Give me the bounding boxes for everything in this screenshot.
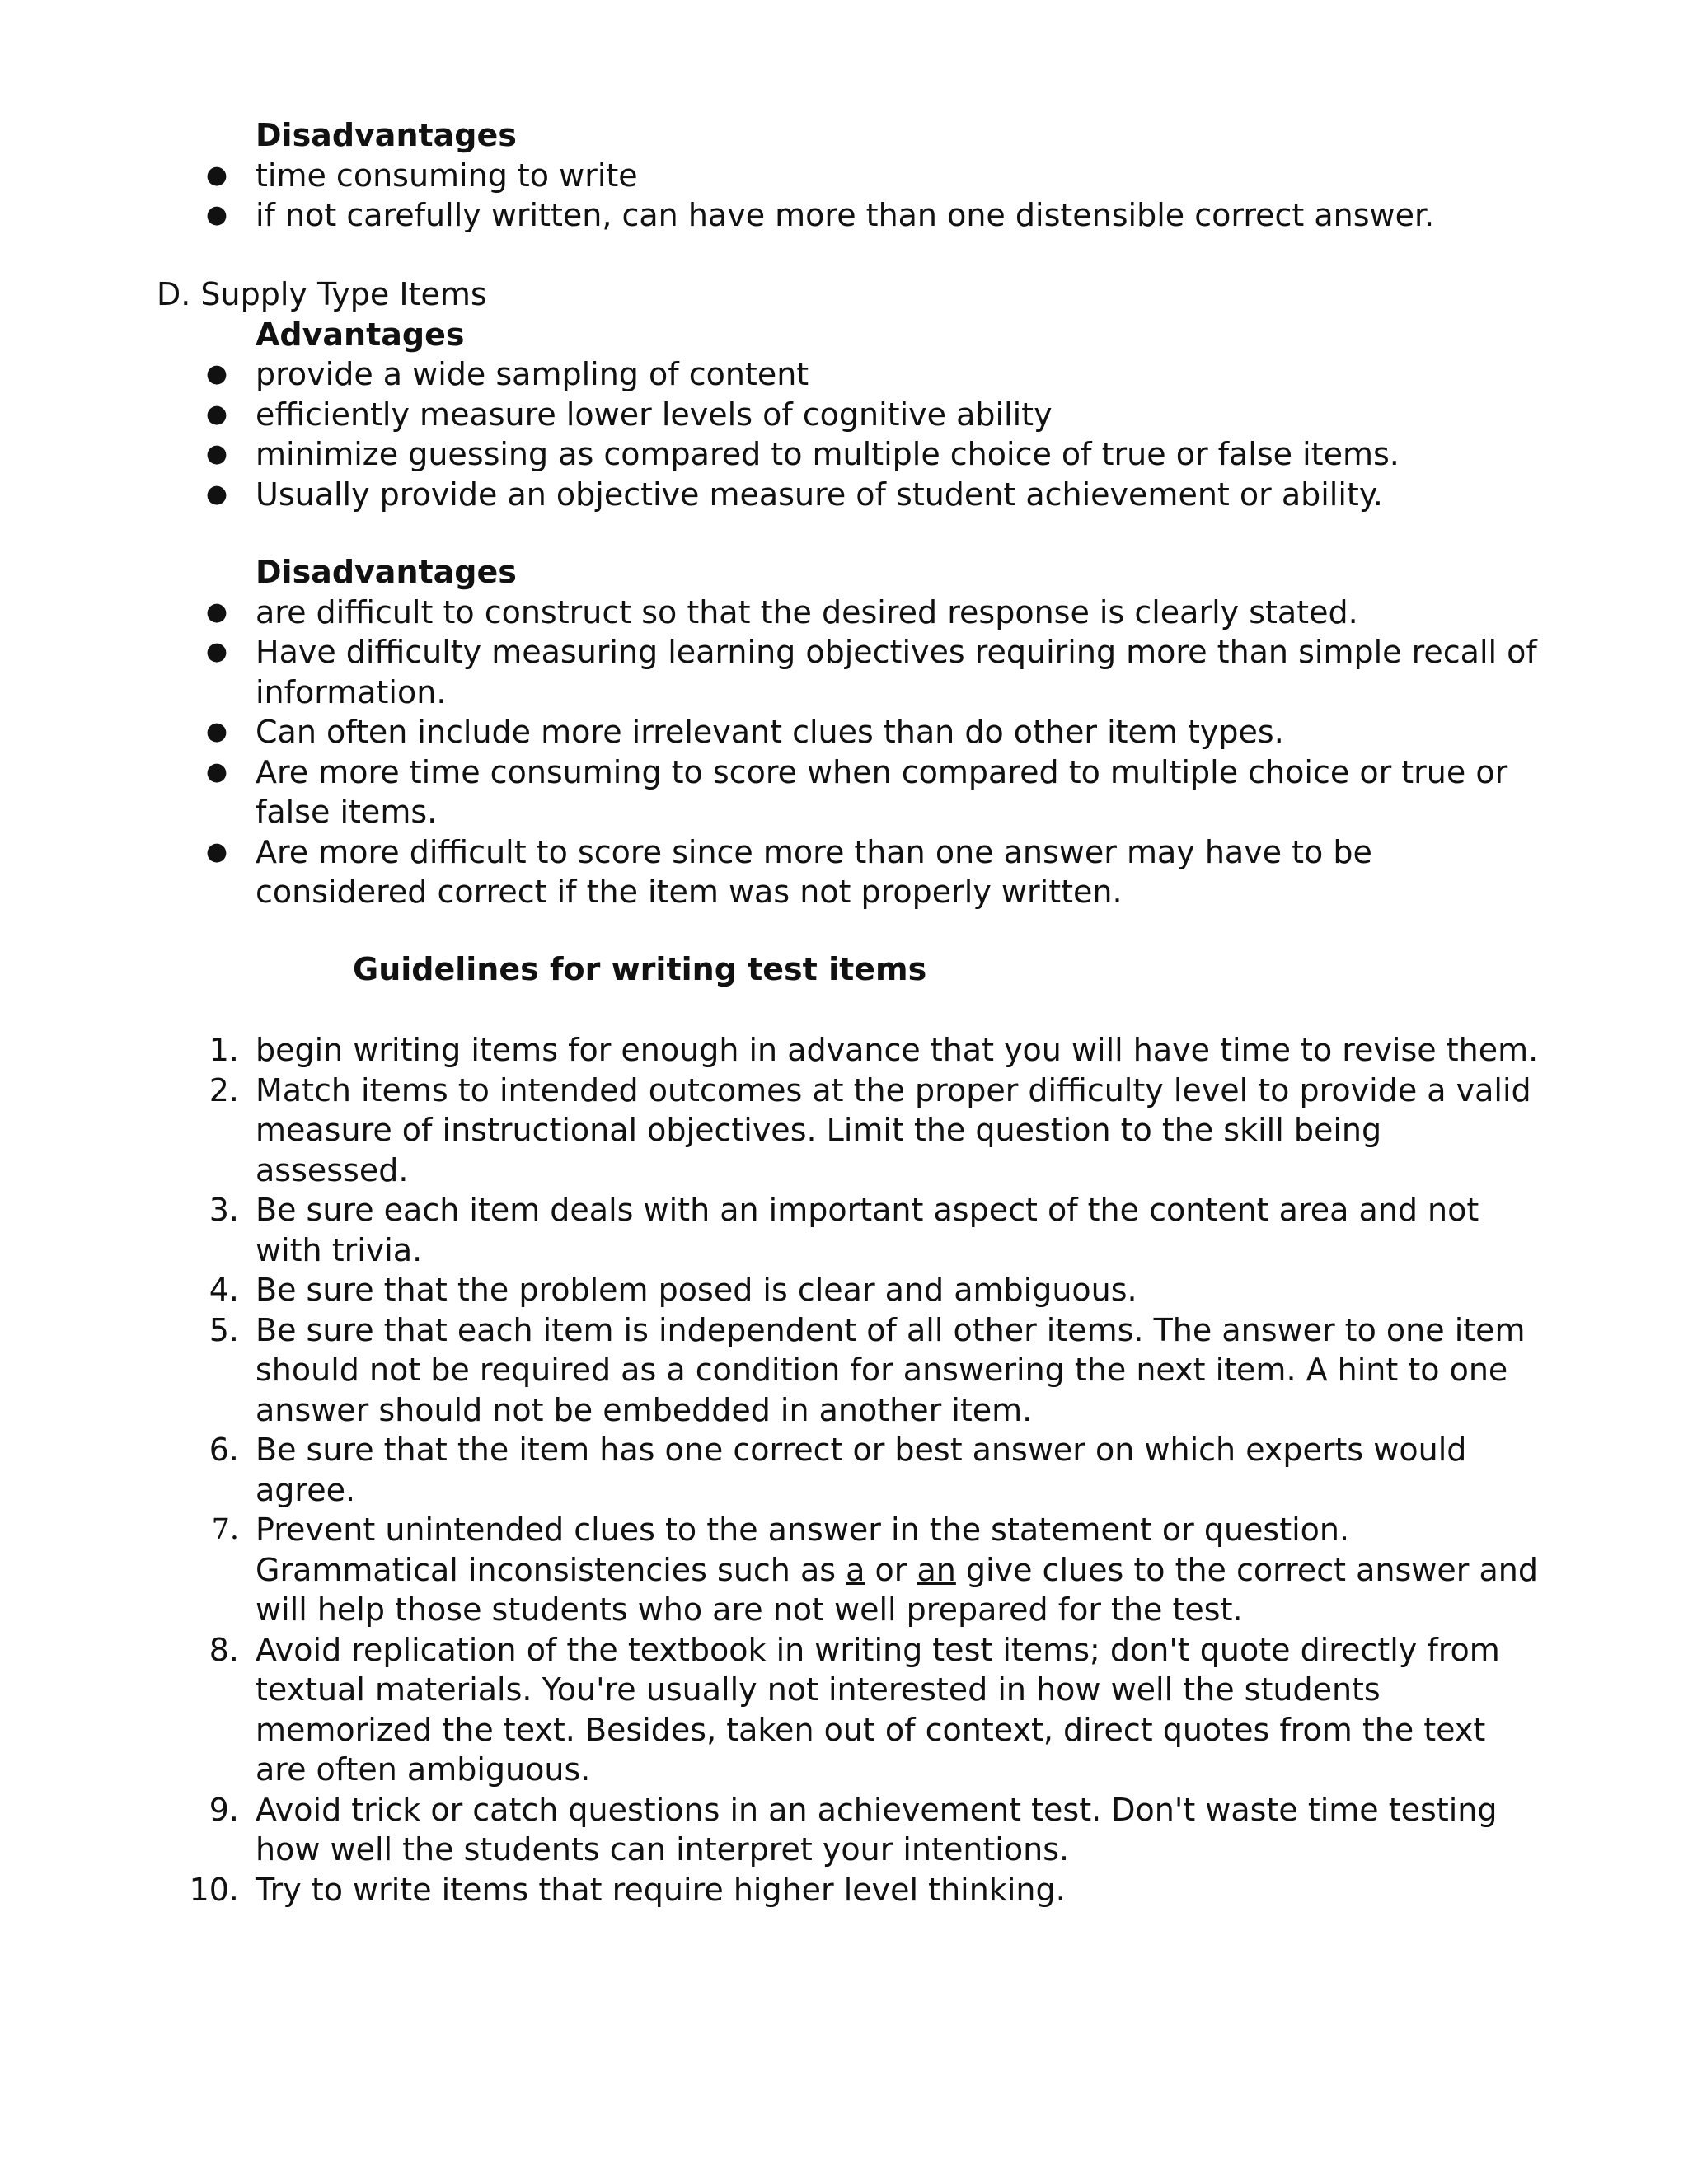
underlined-word-an: an bbox=[917, 1551, 956, 1588]
list-item: 9. Avoid trick or catch questions in an achievement test. Don't waste time testing how well the students can interpret your intentions. bbox=[0, 1790, 1688, 1870]
list-item: 3. Be sure each item deals with an important aspect of the content area and not with trivia. bbox=[0, 1190, 1688, 1270]
list-item: ● Can often include more irrelevant clues than do other item types. bbox=[0, 712, 1688, 752]
list-number: 10. bbox=[189, 1871, 239, 1908]
section-d-title: D. Supply Type Items bbox=[157, 276, 487, 312]
disadvantages-heading: Disadvantages bbox=[256, 117, 517, 153]
list-item: ● provide a wide sampling of content bbox=[0, 354, 1688, 395]
list-number: 6. bbox=[209, 1432, 239, 1468]
underlined-word-a: a bbox=[846, 1551, 865, 1588]
list-item: 7. Prevent unintended clues to the answer in the statement or question. Grammatical inconsistencies such as a or an give clues to the correct answer and will help those students who are not well prepared for the test. bbox=[0, 1510, 1688, 1630]
section-d-disadvantages bbox=[0, 552, 1688, 912]
bullet-icon: ● bbox=[205, 200, 228, 229]
list-item: ● Have difficulty measuring learning objectives requiring more than simple recall of information. bbox=[205, 634, 1537, 710]
bullet-icon: ● bbox=[205, 597, 228, 626]
disadvantages-list bbox=[0, 593, 1688, 912]
list-item: 10. Try to write items that require higher level thinking. bbox=[0, 1870, 1688, 1910]
list-item: ● Are more difficult to score since more than one answer may have to be considered correct if the item was not properly written. bbox=[205, 833, 1372, 910]
bullet-icon: ● bbox=[205, 439, 228, 468]
advantages-list bbox=[0, 354, 1688, 514]
bullet-icon: ● bbox=[205, 160, 228, 190]
list-item: ● minimize guessing as compared to multiple choice of true or false items. bbox=[0, 434, 1688, 475]
top-disadvantages-section bbox=[0, 115, 1688, 236]
list-item: 4. Be sure that the problem posed is clear and ambiguous. bbox=[0, 1270, 1688, 1310]
list-number: 2. bbox=[209, 1071, 239, 1108]
list-number: 5. bbox=[209, 1311, 239, 1348]
advantages-heading: Advantages bbox=[256, 316, 465, 353]
list-item: 6. Be sure that the item has one correct or best answer on which experts would agree. bbox=[0, 1430, 1688, 1510]
disadvantages-heading: Disadvantages bbox=[256, 554, 517, 590]
list-item: 5. Be sure that each item is independent of all other items. The answer to one item should not be required as a condition for answering the next item. A hint to one answer should not be embedded in another item. bbox=[0, 1310, 1688, 1431]
list-number: 4. bbox=[209, 1272, 239, 1308]
section-d bbox=[0, 274, 1688, 514]
bullet-icon: ● bbox=[205, 637, 228, 666]
guidelines-section bbox=[0, 1030, 1688, 1910]
list-number: 9. bbox=[209, 1791, 239, 1828]
list-item: 1. begin writing items for enough in advance that you will have time to revise them. bbox=[0, 1030, 1688, 1071]
bullet-icon: ● bbox=[205, 837, 228, 866]
list-item: ● time consuming to write bbox=[0, 156, 1688, 196]
list-item: 2. Match items to intended outcomes at the proper difficulty level to provide a valid measure of instructional objectives. Limit the question to the skill being assessed. bbox=[0, 1071, 1688, 1191]
list-number: 3. bbox=[209, 1192, 239, 1228]
guidelines-list bbox=[0, 1030, 1688, 1910]
bullet-icon: ● bbox=[205, 399, 228, 429]
list-number: 1. bbox=[209, 1032, 239, 1068]
list-number: 7. bbox=[211, 1513, 239, 1546]
guidelines-heading-block bbox=[0, 949, 1688, 990]
bullet-icon: ● bbox=[205, 757, 228, 786]
list-item: ● are difficult to construct so that the desired response is clearly stated. bbox=[0, 593, 1688, 633]
bullet-icon: ● bbox=[205, 717, 228, 746]
top-disadvantages-list bbox=[0, 156, 1688, 236]
list-item: ● if not carefully written, can have more than one distensible correct answer. bbox=[0, 195, 1688, 236]
list-item: ● efficiently measure lower levels of cognitive ability bbox=[0, 395, 1688, 435]
bullet-icon: ● bbox=[205, 359, 228, 388]
bullet-icon: ● bbox=[205, 479, 228, 509]
list-number: 8. bbox=[209, 1631, 239, 1668]
list-item: 8. Avoid replication of the textbook in writing test items; don't quote directly from textual materials. You're usually not interested in how well the students memorized the text. Besides, taken out of context, direct quotes from the text are often ambiguous. bbox=[0, 1630, 1688, 1790]
list-item: ● Are more time consuming to score when compared to multiple choice or true or false items. bbox=[205, 753, 1508, 830]
list-item: ● Usually provide an objective measure of student achievement or ability. bbox=[0, 475, 1688, 515]
guidelines-heading: Guidelines for writing test items bbox=[353, 951, 927, 987]
